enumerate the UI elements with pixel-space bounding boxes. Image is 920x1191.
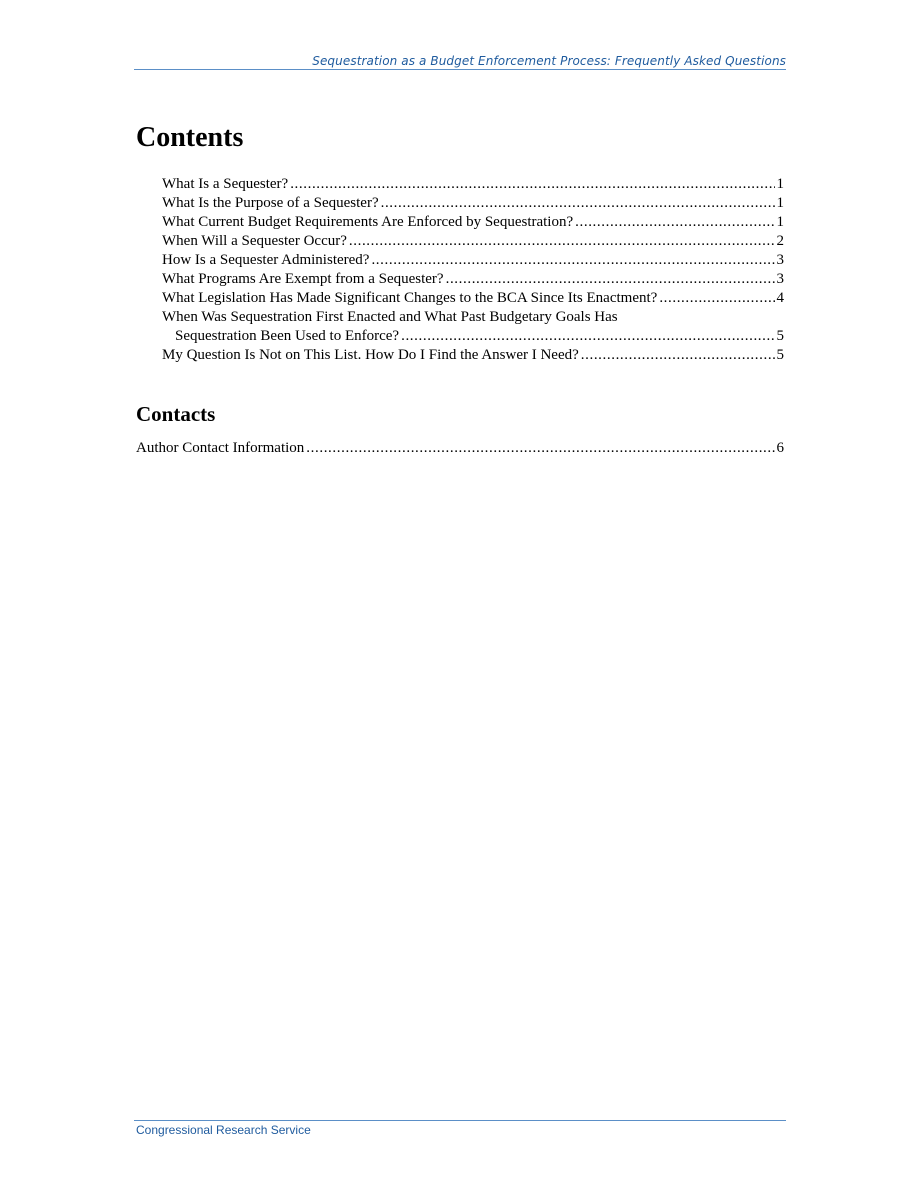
footer-rule (134, 1120, 786, 1121)
toc-entry-page: 3 (776, 271, 784, 287)
toc-entry[interactable] (162, 232, 784, 251)
toc-entry[interactable] (162, 175, 784, 194)
toc-entry[interactable] (136, 439, 784, 458)
toc-entry-title: Author Contact Information (136, 440, 305, 456)
dot-leader (401, 327, 774, 346)
toc-entry-title-line2: Sequestration Been Used to Enforce? (175, 328, 400, 344)
dot-leader (581, 346, 775, 365)
toc-entry[interactable] (162, 289, 784, 308)
contents-list (162, 175, 784, 365)
footer-organization: Congressional Research Service (136, 1123, 311, 1137)
dot-leader (575, 213, 774, 232)
header-rule (134, 69, 786, 70)
dot-leader (446, 270, 775, 289)
toc-entry[interactable] (162, 346, 784, 365)
toc-entry[interactable] (162, 308, 784, 346)
toc-entry-title: My Question Is Not on This List. How Do I Find the Answer I Need? (162, 347, 579, 363)
toc-entry-title: What Is the Purpose of a Sequester? (162, 195, 379, 211)
toc-entry-title: What Programs Are Exempt from a Sequester? (162, 271, 444, 287)
toc-entry-page: 4 (776, 290, 784, 306)
toc-entry[interactable] (162, 194, 784, 213)
toc-entry-title: How Is a Sequester Administered? (162, 252, 370, 268)
toc-entry[interactable] (162, 213, 784, 232)
toc-entry-page: 1 (776, 195, 784, 211)
toc-entry-page: 2 (776, 233, 784, 249)
toc-entry-page: 5 (776, 347, 784, 363)
toc-entry-page: 1 (776, 214, 784, 230)
toc-entry-title-line1: When Was Sequestration First Enacted and What Past Budgetary Goals Has (162, 309, 618, 325)
toc-entry-title: When Will a Sequester Occur? (162, 233, 347, 249)
toc-entry-title: What Legislation Has Made Significant Changes to the BCA Since Its Enactment? (162, 290, 658, 306)
dot-leader (349, 232, 775, 251)
contents-heading: Contents (136, 122, 244, 153)
contacts-list (136, 439, 784, 458)
dot-leader (371, 251, 774, 270)
dot-leader (659, 289, 774, 308)
toc-entry-title: What Is a Sequester? (162, 176, 289, 192)
toc-entry[interactable] (162, 251, 784, 270)
dot-leader (290, 175, 774, 194)
toc-entry-title: What Current Budget Requirements Are Enforced by Sequestration? (162, 214, 574, 230)
dot-leader (306, 439, 774, 458)
toc-entry-page: 3 (776, 252, 784, 268)
toc-entry-page: 6 (776, 440, 784, 456)
toc-entry[interactable] (162, 270, 784, 289)
contacts-heading: Contacts (136, 402, 216, 426)
toc-entry-page: 1 (776, 176, 784, 192)
running-header: Sequestration as a Budget Enforcement Process: Frequently Asked Questions (312, 54, 786, 68)
toc-entry-page: 5 (776, 328, 784, 344)
dot-leader (381, 194, 775, 213)
